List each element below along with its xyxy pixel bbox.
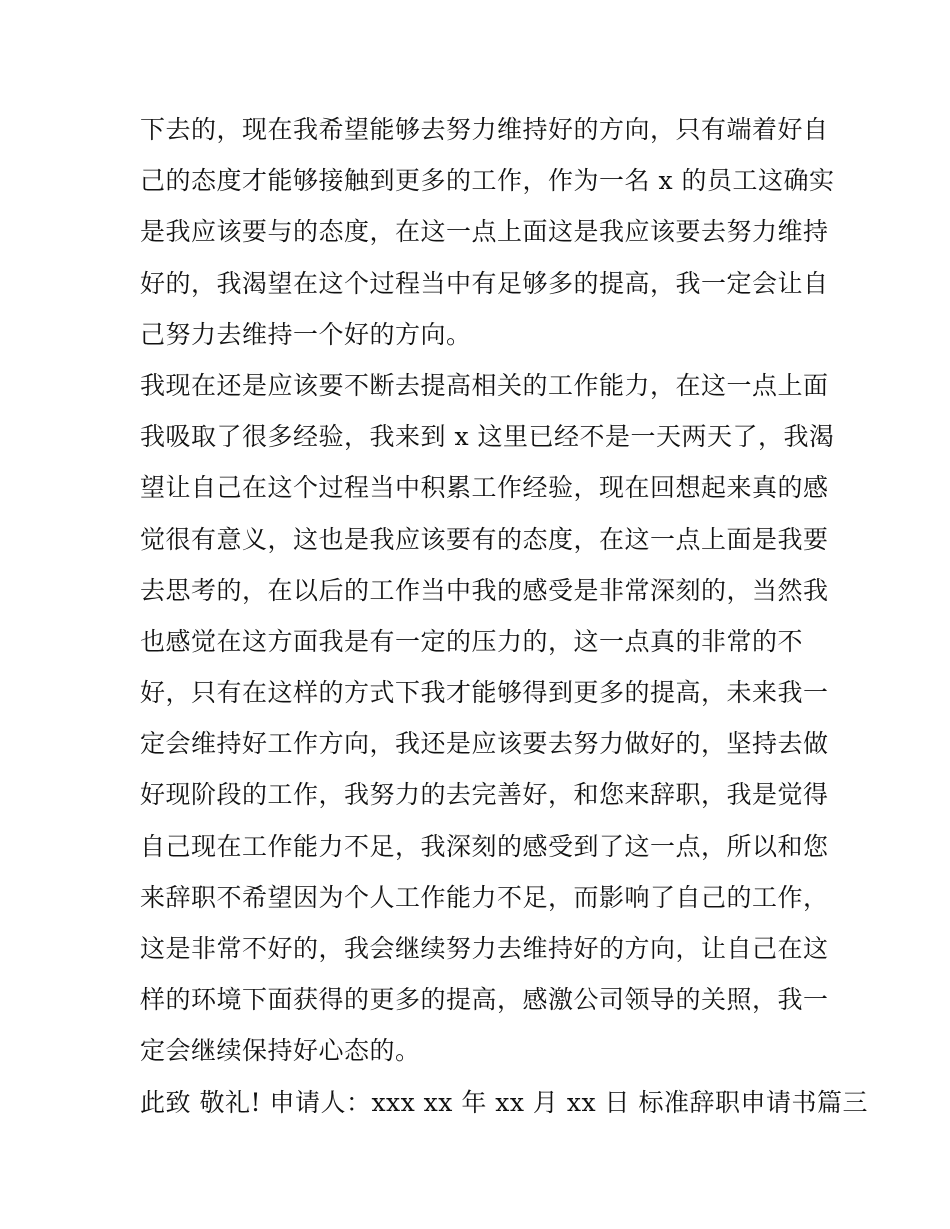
text-line: 我吸取了很多经验，我来到 x 这里已经不是一天两天了，我渴	[140, 422, 835, 452]
letter-body	[140, 104, 868, 1128]
text-line: 这是非常不好的，我会继续努力去维持好的方向，让自己在这	[140, 934, 829, 963]
text-line: 定会维持好工作方向，我还是应该要去努力做好的，坚持去做	[140, 729, 829, 759]
text-line: 是我应该要与的态度，在这一点上面这是我应该要去努力维持	[140, 217, 829, 247]
text-line: 自己现在工作能力不足，我深刻的感受到了这一点，所以和您	[140, 831, 829, 861]
text-line: 样的环境下面获得的更多的提高，感激公司领导的关照，我一	[140, 985, 829, 1015]
text-line: 好现阶段的工作，我努力的去完善好，和您来辞职，我是觉得	[140, 780, 829, 810]
text-line: 下去的，现在我希望能够去努力维持好的方向，只有端着好自	[140, 115, 829, 144]
text-line: 也感觉在这方面我是有一定的压力的，这一点真的非常的不	[140, 626, 804, 656]
text-line: 定会继续保持好心态的。	[140, 1036, 421, 1066]
text-line: 去思考的，在以后的工作当中我的感受是非常深刻的，当然我	[140, 575, 829, 605]
text-line: 己的态度才能够接触到更多的工作，作为一名 x 的员工这确实	[140, 166, 835, 196]
text-line: 来辞职不希望因为个人工作能力不足，而影响了自己的工作，	[140, 882, 829, 912]
closing-line: 此致 敬礼! 申请人：xxx xx 年 xx 月 xx 日 标准辞职申请书篇三	[140, 1087, 868, 1117]
text-line: 望让自己在这个过程当中积累工作经验，现在回想起来真的感	[140, 473, 829, 503]
text-line: 好，只有在这样的方式下我才能够得到更多的提高，未来我一	[140, 678, 829, 708]
text-line: 觉很有意义，这也是我应该要有的态度，在这一点上面是我要	[140, 524, 829, 554]
text-line: 好的，我渴望在这个过程当中有足够多的提高，我一定会让自	[140, 268, 829, 298]
text-line: 己努力去维持一个好的方向。	[140, 319, 472, 349]
text-line: 我现在还是应该要不断去提高相关的工作能力，在这一点上面	[140, 370, 829, 400]
